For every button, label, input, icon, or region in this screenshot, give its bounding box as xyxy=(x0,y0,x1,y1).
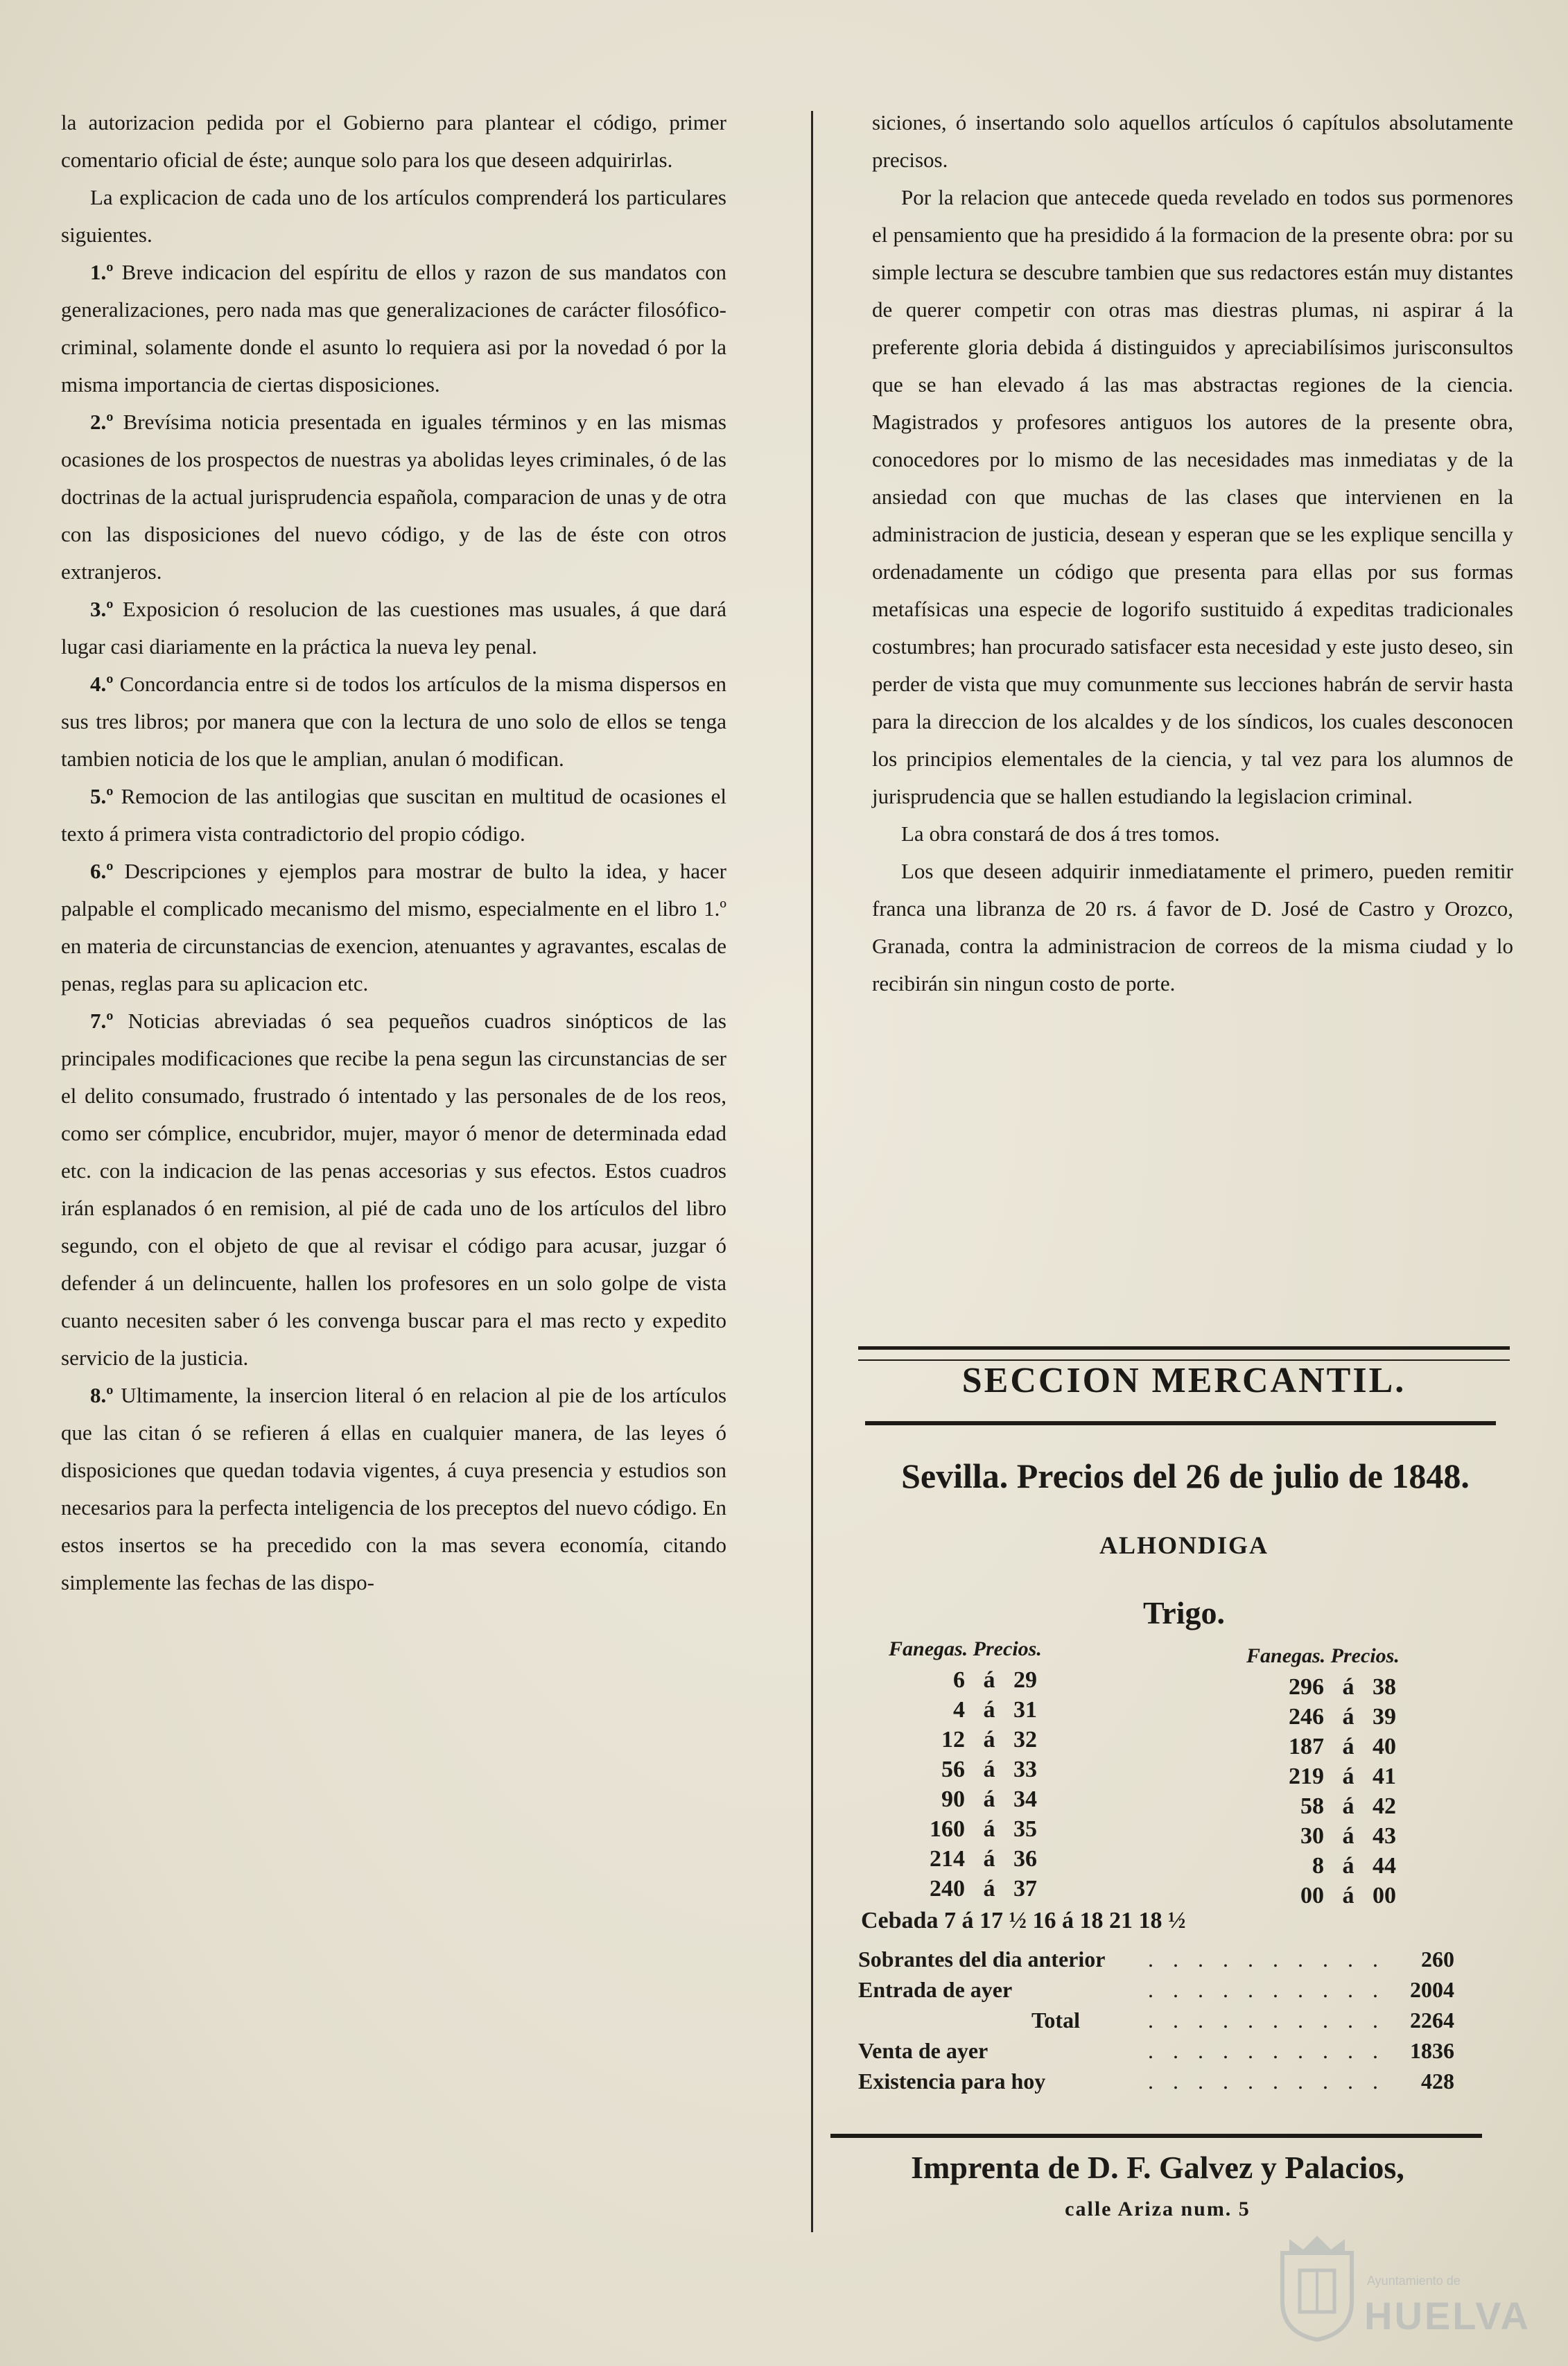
trigo-price-table-right xyxy=(1269,1672,1428,1911)
price-row xyxy=(909,1814,1069,1844)
summary-row xyxy=(858,2008,1454,2038)
cebada-line: Cebada 7 á 17 ½ 16 á 18 21 18 ½ xyxy=(861,1908,1186,1933)
precio-cell: 34 xyxy=(1013,1786,1037,1812)
leader-dots: . . . . . . . . . . xyxy=(1148,1947,1385,1972)
stock-summary xyxy=(858,1947,1454,2099)
precio-cell: 32 xyxy=(1013,1726,1037,1752)
section-rule-top xyxy=(858,1346,1510,1361)
right-paragraph: La obra constará de dos á tres tomos. xyxy=(901,821,1220,846)
left-paragraph xyxy=(61,179,726,254)
a-separator: á xyxy=(1342,1823,1354,1849)
leader-dots: . . . . . . . . . . xyxy=(1148,1977,1385,2002)
right-paragraph: Por la relacion que antecede queda revelado en todos sus pormenores el pensamiento que ha presidido á la formacion de la presente obra: por su simple lectura se descubre tambien que sus redactores están muy distantes de querer competir con otras mas diestras plumas, ni aspirar á la preferente gloria debida á distinguidos y apreciabilísimos jurisconsultos que se han elevado á las mas abstractas regiones de la ciencia. Magistrados y profesores antiguos los autores de la presente obra, conocedores por lo mismo de las necesidades mas inmediatas y de la ansiedad con que muchas de las clases que intervienen en la administracion de justicia, desean y esperan que se les explique sencilla y ordenadamente un código que presenta para ellas por sus formas metafísicas una especie de logorifo sustituido á expeditas tradicionales costumbres; han procurado satisfacer esta necesidad y este justo deseo, sin perder de vista que muy comunmente sus lecciones habrán de servir hasta para la direccion de los alcaldes y de los síndicos, los cuales desconocen los principios elementales de la ciencia, y tal vez para los alumnos de jurisprudencia que se hallen estudiando la legislacion criminal. xyxy=(872,185,1513,808)
fanegas-cell: 8 xyxy=(1312,1852,1324,1879)
summary-value: 428 xyxy=(1421,2069,1454,2094)
precio-cell: 41 xyxy=(1373,1763,1396,1789)
precio-cell: 00 xyxy=(1373,1882,1396,1908)
precio-cell: 33 xyxy=(1013,1756,1037,1782)
precio-cell: 31 xyxy=(1013,1696,1037,1723)
printer-address: calle Ariza num. 5 xyxy=(1065,2198,1251,2220)
paragraph-text: Noticias abreviadas ó sea pequeños cuadros sinópticos de las principales modificaciones que recibe la pena segun las circunstancias de ser el delito consumado, frustrado ó intentado y las personales de de los reos, como ser cómplice, encubridor, mujer, mayor ó menor de determinada edad etc. con la indicacion de las penas accesorias y sus efectos. Estos cuadros irán esplanados ó en remision, al pié de cada uno de los artículos del libro segundo, con el objeto de que al revisar el código para acusar, juzgar ó defender á un delincuente, hallen los profesores en un solo golpe de vista cuanto necesiten saber ó les convenga buscar para el mas recto y expedito servicio de la justicia. xyxy=(61,1009,726,1370)
leader-dots: . . . . . . . . . . xyxy=(1148,2069,1385,2094)
price-row xyxy=(909,1665,1069,1695)
summary-row xyxy=(858,2069,1454,2099)
item-number: 8.º xyxy=(90,1383,114,1407)
fanegas-cell: 4 xyxy=(953,1696,965,1723)
a-separator: á xyxy=(983,1667,995,1693)
a-separator: á xyxy=(983,1696,995,1723)
archive-watermark xyxy=(1275,2232,1531,2343)
paragraph-text: Concordancia entre si de todos los artículos de la misma dispersos en sus tres libros; por manera que con la lectura de uno solo de ellos se tenga tambien noticia de los que le amplian, anulan ó modifican. xyxy=(61,672,727,771)
precio-cell: 40 xyxy=(1373,1733,1396,1759)
price-row xyxy=(909,1874,1069,1904)
column-divider xyxy=(811,111,813,2232)
watermark-big-text: HUELVA xyxy=(1364,2294,1531,2338)
price-row xyxy=(1269,1791,1428,1821)
fanegas-cell: 214 xyxy=(930,1845,965,1872)
summary-label: Venta de ayer xyxy=(858,2038,988,2063)
fanegas-cell: 30 xyxy=(1300,1823,1324,1849)
right-paragraph: Los que deseen adquirir inmediatamente el primero, pueden remitir franca una libranza de 20 rs. á favor de D. José de Castro y Orozco, Granada, contra la administracion de correos de la misma ciudad y lo recibirán sin ningun costo de porte. xyxy=(872,859,1513,995)
item-number: 1.º xyxy=(90,260,114,284)
summary-value: 2264 xyxy=(1410,2008,1454,2033)
a-separator: á xyxy=(1342,1703,1354,1730)
leader-dots: . . . . . . . . . . xyxy=(1148,2008,1385,2033)
item-number: 3.º xyxy=(90,597,114,621)
left-paragraph xyxy=(61,104,726,179)
printer-imprint: Imprenta de D. F. Galvez y Palacios, xyxy=(911,2150,1404,2185)
a-separator: á xyxy=(1342,1673,1354,1700)
a-separator: á xyxy=(1342,1793,1354,1819)
right-paragraph: siciones, ó insertando solo aquellos artículos ó capítulos absolutamente precisos. xyxy=(872,110,1513,172)
paragraph-text: la autorizacion pedida por el Gobierno para plantear el código, primer comentario oficial de éste; aunque solo para los que deseen adquirirlas. xyxy=(61,110,726,172)
paragraph-text: Brevísima noticia presentada en iguales términos y en las mismas ocasiones de los prospectos de nuestras ya abolidas leyes criminales, ó de las doctrinas de la actual jurisprudencia española, comparacion de unas y de otra con las disposiciones del nuevo código, y de las de éste con otros extranjeros. xyxy=(61,410,726,584)
a-separator: á xyxy=(983,1816,995,1842)
left-text-column xyxy=(61,104,726,1601)
price-row xyxy=(1269,1881,1428,1911)
fanegas-cell: 160 xyxy=(930,1816,965,1842)
right-text-column xyxy=(872,104,1513,1002)
fanegas-cell: 12 xyxy=(941,1726,965,1752)
fanegas-cell: 6 xyxy=(953,1667,965,1693)
section-rule-bottom xyxy=(865,1421,1496,1431)
summary-row xyxy=(858,1947,1454,1977)
precio-cell: 43 xyxy=(1373,1823,1396,1849)
a-separator: á xyxy=(983,1845,995,1872)
fanegas-cell: 58 xyxy=(1300,1793,1324,1819)
price-row xyxy=(1269,1702,1428,1732)
item-number: 2.º xyxy=(90,410,114,434)
precio-cell: 37 xyxy=(1013,1875,1037,1902)
precio-cell: 38 xyxy=(1373,1673,1396,1700)
paragraph-text: Exposicion ó resolucion de las cuestiones mas usuales, á que dará lugar casi diariamente en la práctica la nueva ley penal. xyxy=(61,597,726,659)
price-row xyxy=(909,1725,1069,1755)
watermark-small-text: Ayuntamiento de xyxy=(1367,2274,1461,2288)
paragraph-text: Ultimamente, la insercion literal ó en relacion al pie de los artículos que las citan ó se refieren á ellas en cualquier manera, de las leyes ó disposiciones que quedan todavia vigentes, á cuya presencia y estudios son necesarios para la perfecta inteligencia de los preceptos del nuevo código. En estos insertos se ha precedido con la mas severa economía, citando simplemente las fechas de las dispo- xyxy=(61,1383,727,1594)
summary-value: 260 xyxy=(1421,1947,1454,1972)
left-paragraph xyxy=(61,853,726,1002)
price-row xyxy=(1269,1672,1428,1702)
left-paragraph xyxy=(61,1377,726,1601)
fanegas-cell: 219 xyxy=(1289,1763,1324,1789)
precio-cell: 35 xyxy=(1013,1816,1037,1842)
summary-row xyxy=(858,1977,1454,2008)
price-row xyxy=(909,1695,1069,1725)
summary-value: 2004 xyxy=(1410,1977,1454,2002)
a-separator: á xyxy=(983,1756,995,1782)
item-number: 6.º xyxy=(90,859,114,883)
price-row xyxy=(1269,1732,1428,1762)
coat-of-arms-icon xyxy=(1275,2232,1359,2343)
price-row xyxy=(909,1755,1069,1784)
price-header-right: Fanegas. Precios. xyxy=(1246,1644,1400,1667)
price-row xyxy=(909,1844,1069,1874)
item-number: 4.º xyxy=(90,672,114,696)
paragraph-text: Remocion de las antilogias que suscitan en multitud de ocasiones el texto á primera vista contradictorio del propio código. xyxy=(61,784,726,846)
market-title: Sevilla. Precios del 26 de julio de 1848. xyxy=(901,1456,1470,1495)
left-paragraph xyxy=(61,666,726,778)
a-separator: á xyxy=(1342,1733,1354,1759)
a-separator: á xyxy=(983,1875,995,1902)
summary-label: Total xyxy=(1031,2008,1080,2033)
left-paragraph xyxy=(61,403,726,591)
a-separator: á xyxy=(1342,1763,1354,1789)
left-paragraph xyxy=(61,591,726,666)
summary-row xyxy=(858,2038,1454,2069)
paragraph-text: Breve indicacion del espíritu de ellos y razon de sus mandatos con generalizaciones, pero nada mas que generalizaciones de carácter filosófico-criminal, solamente donde el asunto lo requiera asi por la novedad ó por la misma importancia de ciertas disposiciones. xyxy=(61,260,726,397)
fanegas-cell: 56 xyxy=(941,1756,965,1782)
price-row xyxy=(909,1784,1069,1814)
leader-dots: . . . . . . . . . . xyxy=(1148,2038,1385,2063)
left-paragraph xyxy=(61,1002,726,1377)
section-title: SECCION MERCANTIL. xyxy=(961,1361,1406,1400)
precio-cell: 44 xyxy=(1373,1852,1396,1879)
price-row xyxy=(1269,1851,1428,1881)
precio-cell: 39 xyxy=(1373,1703,1396,1730)
a-separator: á xyxy=(1342,1882,1354,1908)
trigo-price-table-left xyxy=(909,1665,1069,1904)
paragraph-text: Descripciones y ejemplos para mostrar de bulto la idea, y hacer palpable el complicado mecanismo del mismo, especialmente en el libro 1.º en materia de circunstancias de exencion, atenuantes y agravantes, escalas de penas, reglas para su aplicacion etc. xyxy=(61,859,726,995)
left-paragraph xyxy=(61,254,726,403)
price-row xyxy=(1269,1821,1428,1851)
paragraph-text: La explicacion de cada uno de los artículos comprenderá los particulares siguientes. xyxy=(61,185,726,247)
fanegas-cell: 296 xyxy=(1289,1673,1324,1700)
price-header-left: Fanegas. Precios. xyxy=(889,1637,1042,1660)
summary-label: Sobrantes del dia anterior xyxy=(858,1947,1106,1972)
precio-cell: 42 xyxy=(1373,1793,1396,1819)
price-row xyxy=(1269,1762,1428,1791)
fanegas-cell: 246 xyxy=(1289,1703,1324,1730)
trigo-heading: Trigo. xyxy=(1143,1595,1225,1630)
a-separator: á xyxy=(983,1726,995,1752)
precio-cell: 36 xyxy=(1013,1845,1037,1872)
fanegas-cell: 187 xyxy=(1289,1733,1324,1759)
a-separator: á xyxy=(1342,1852,1354,1879)
summary-label: Entrada de ayer xyxy=(858,1977,1013,2002)
fanegas-cell: 90 xyxy=(941,1786,965,1812)
fanegas-cell: 00 xyxy=(1300,1882,1324,1908)
alhondiga-heading: ALHONDIGA xyxy=(1099,1531,1269,1559)
a-separator: á xyxy=(983,1786,995,1812)
precio-cell: 29 xyxy=(1013,1667,1037,1693)
item-number: 5.º xyxy=(90,784,114,808)
fanegas-cell: 240 xyxy=(930,1875,965,1902)
summary-value: 1836 xyxy=(1410,2038,1454,2063)
footer-rule xyxy=(830,2134,1482,2143)
item-number: 7.º xyxy=(90,1009,114,1033)
left-paragraph xyxy=(61,778,726,853)
summary-label: Existencia para hoy xyxy=(858,2069,1046,2094)
